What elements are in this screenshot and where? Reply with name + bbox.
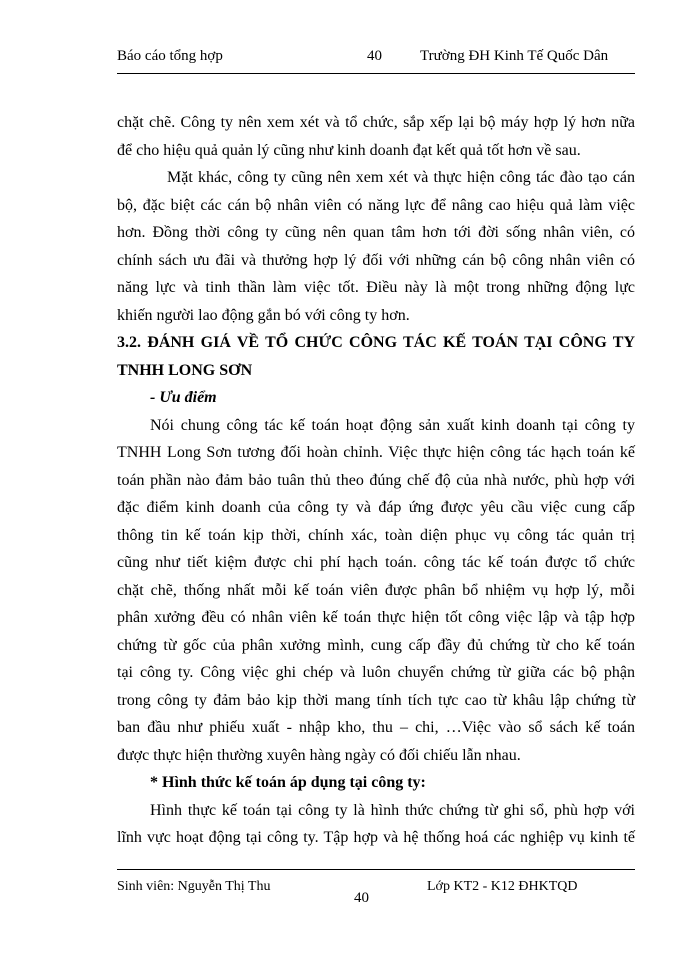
header-title: Báo cáo tổng hợp [117,48,223,64]
body-line: trong công ty đảm bảo kịp thời mang tính tích tực cao từ khâu lập chứng từ [117,692,635,709]
body-line: tại công ty. Công việc ghi chép và luôn chuyển chứng từ giữa các bộ phận [117,664,635,681]
body-line: chặt chẽ. Công ty nên xem xét và tổ chức, sắp xếp lại bộ máy hợp lý hơn nữa [117,114,635,131]
body-line: ban đầu như phiếu xuất - nhập kho, thu – chi, …Việc vào sổ sách kế toán [117,719,635,736]
subheading-accounting-form: * Hình thức kế toán áp dụng tại công ty: [150,774,426,791]
header-page-number: 40 [367,48,382,64]
body-line: năng lực và tinh thần làm việc tốt. Điều này là một trong những động lực [117,279,635,296]
section-heading-cont: TNHH LONG SƠN [117,362,253,379]
body-line: Nói chung công tác kế toán hoạt động sản xuất kinh doanh tại công ty [150,417,635,434]
header-rule [117,73,635,74]
body-line: chính sách ưu đãi và thưởng hợp lý đối với những cán bộ công nhân viên có [117,252,635,269]
body-line: bộ, đặc biệt các cán bộ nhân viên có năng lực để nâng cao hiệu quả làm việc [117,197,635,214]
body-line: được thực hiện thường xuyên hàng ngày có đối chiếu lẫn nhau. [117,747,521,764]
body-line: khiến người lao động gắn bó với công ty hơn. [117,307,410,324]
body-line: toán phần nào đảm bảo tuân thủ theo đúng chế độ của nhà nước, phù hợp với [117,472,635,489]
body-line: lĩnh vực hoạt động tại công ty. Tập hợp và hệ thống hoá các nghiệp vụ kinh tế [117,829,635,846]
body-line: thông tin kế toán kịp thời, chính xác, toàn diện phục vụ công tác quản trị [117,527,635,544]
body-line: Mặt khác, công ty cũng nên xem xét và thực hiện công tác đào tạo cán [167,169,635,186]
footer-student: Sinh viên: Nguyễn Thị Thu [117,879,271,894]
footer-rule [117,869,635,870]
footer-page-number: 40 [354,890,369,906]
body-line: Hình thực kế toán tại công ty là hình thức chứng từ ghi sổ, phù hợp với [150,802,635,819]
body-line: đặc điểm kinh doanh của công ty và đáp ứng được yêu cầu việc cung cấp [117,499,635,516]
body-line: chặt chẽ, thống nhất mỗi kế toán viên được phân bổ nhiệm vụ hợp lý, mỗi [117,582,635,599]
body-line: cũng như tiết kiệm được chi phí hạch toán. công tác kế toán được tổ chức [117,554,635,571]
body-line: TNHH Long Sơn tương đối hoàn chỉnh. Việc thực hiện công tác hạch toán kế [117,444,635,461]
footer-class: Lớp KT2 - K12 ĐHKTQD [427,879,578,894]
body-line: để cho hiệu quả quản lý cũng như kinh doanh đạt kết quả tốt hơn về sau. [117,142,581,159]
body-line: phân xưởng đều có nhân viên kế toán thực hiện tốt công việc lập và tập hợp [117,609,635,626]
header-university: Trường ĐH Kinh Tế Quốc Dân [420,48,609,64]
section-heading: 3.2. ĐÁNH GIÁ VỀ TỔ CHỨC CÔNG TÁC KẾ TOÁN TẠI CÔNG TY [117,334,635,351]
subheading-advantages: - Ưu điểm [150,389,217,406]
body-line: chứng từ gốc của phân xưởng mình, cung cấp đầy đủ chứng từ cho kế toán [117,637,635,654]
body-line: hơn. Đồng thời công ty cũng nên quan tâm hơn tới đời sống nhân viên, có [117,224,635,241]
